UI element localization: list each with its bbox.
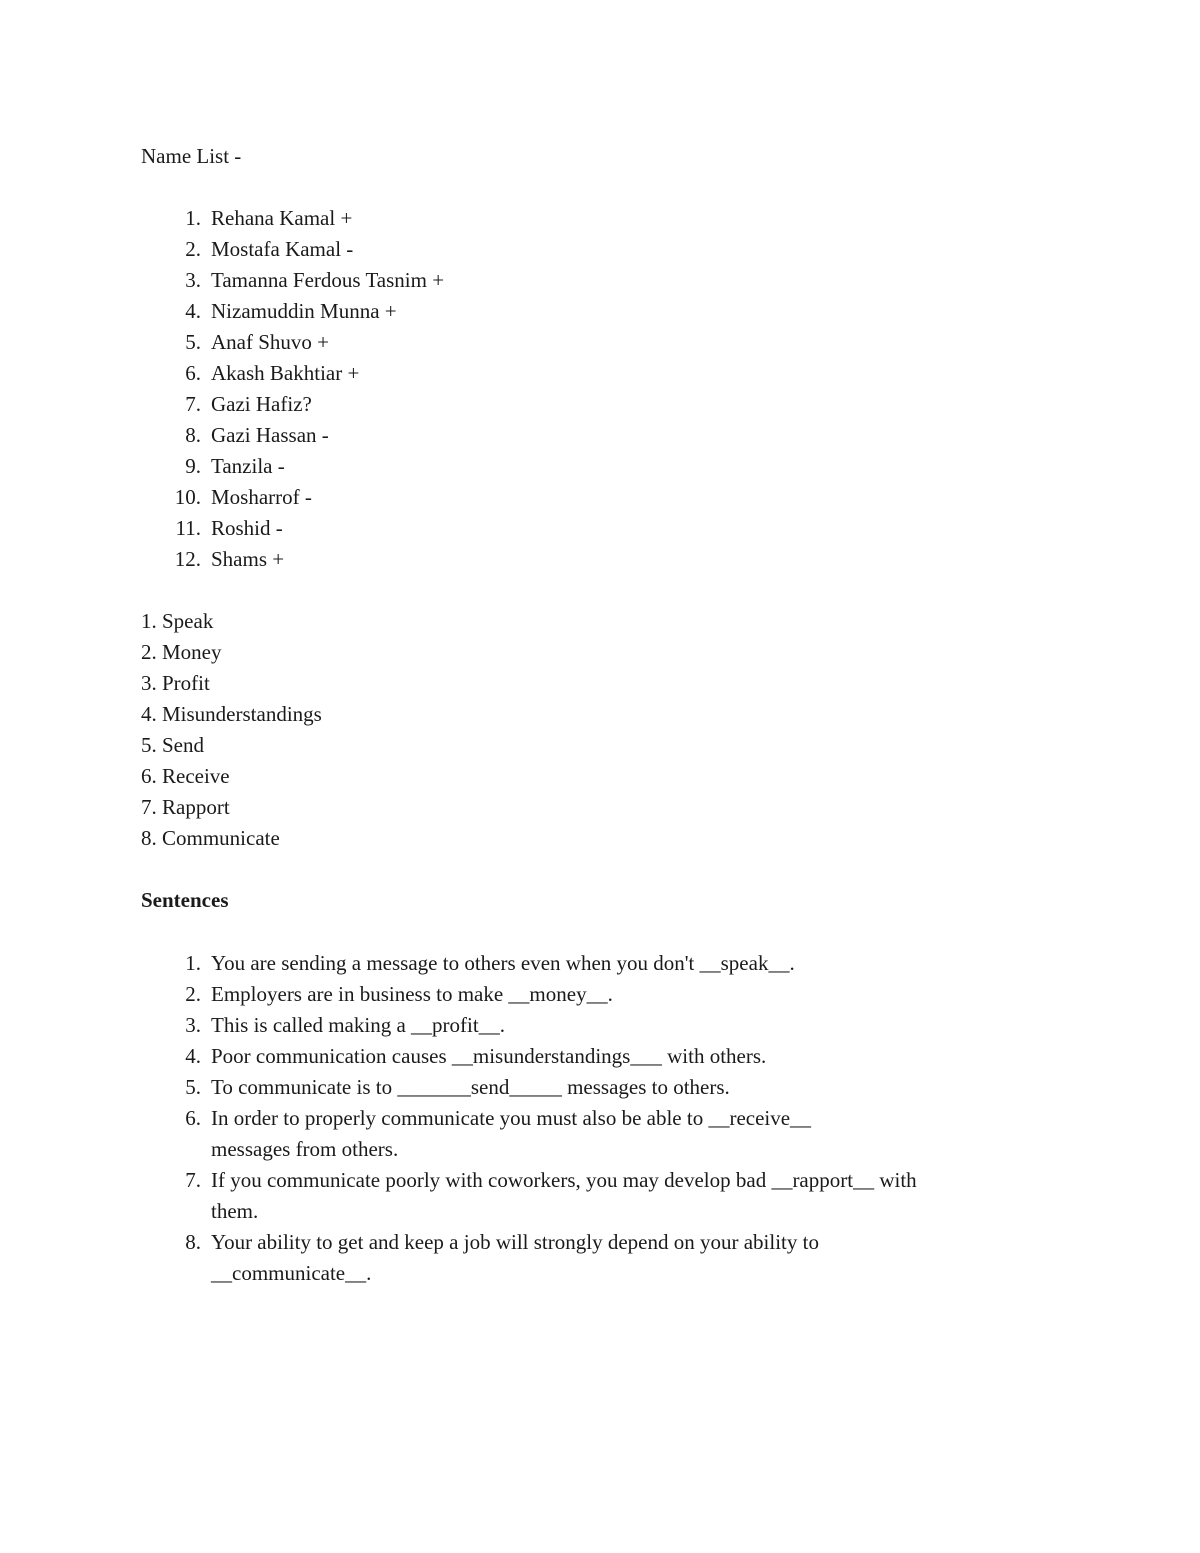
sentence-number: 6. (185, 1106, 201, 1130)
name-list-number: 3. (185, 268, 201, 292)
sentence-text: Employers are in business to make __money__. (211, 982, 613, 1006)
sentence-number: 4. (185, 1044, 201, 1068)
name-list-number: 7. (185, 392, 201, 416)
name-list-item: Tamanna Ferdous Tasnim + (211, 268, 445, 292)
word-list-item: 6. Receive (141, 764, 230, 788)
name-list-heading: Name List - (141, 144, 242, 168)
sentence-text: Poor communication causes __misunderstandings___ with others. (211, 1044, 767, 1068)
sentence-text-continuation: __communicate__. (211, 1261, 372, 1285)
sentence-number: 7. (185, 1168, 201, 1192)
name-list-item: Nizamuddin Munna + (211, 299, 397, 323)
name-list-item: Tanzila - (211, 454, 285, 478)
name-list-number: 1. (185, 206, 201, 230)
sentence-number: 5. (185, 1075, 201, 1099)
name-list-item: Mostafa Kamal - (211, 237, 354, 261)
name-list-number: 4. (185, 299, 201, 323)
name-list-item: Shams + (211, 547, 285, 571)
sentence-text: You are sending a message to others even when you don't __speak__. (211, 951, 795, 975)
word-list-item: 5. Send (141, 733, 204, 757)
word-list-item: 1. Speak (141, 609, 214, 633)
name-list-item: Gazi Hafiz? (211, 392, 312, 416)
name-list-item: Akash Bakhtiar + (211, 361, 360, 385)
sentence-number: 2. (185, 982, 201, 1006)
name-list-number: 10. (174, 485, 201, 509)
name-list-number: 5. (185, 330, 201, 354)
sentence-text-continuation: messages from others. (211, 1137, 399, 1161)
word-list-item: 8. Communicate (141, 826, 280, 850)
sentences-heading: Sentences (141, 888, 229, 912)
sentence-number: 1. (185, 951, 201, 975)
name-list-number: 12. (174, 547, 201, 571)
word-list-item: 7. Rapport (141, 795, 230, 819)
name-list-number: 2. (185, 237, 201, 261)
name-list-item: Gazi Hassan - (211, 423, 329, 447)
sentence-text-continuation: them. (211, 1199, 259, 1223)
sentence-text: If you communicate poorly with coworkers, you may develop bad __rapport__ with (211, 1168, 917, 1192)
sentence-text: Your ability to get and keep a job will strongly depend on your ability to (211, 1230, 819, 1254)
name-list-item: Anaf Shuvo + (211, 330, 330, 354)
name-list-number: 8. (185, 423, 201, 447)
name-list-item: Roshid - (211, 516, 283, 540)
word-list-item: 4. Misunderstandings (141, 702, 322, 726)
name-list-number: 11. (175, 516, 201, 540)
name-list-item: Mosharrof - (211, 485, 312, 509)
name-list-item: Rehana Kamal + (211, 206, 353, 230)
sentence-number: 8. (185, 1230, 201, 1254)
name-list-number: 9. (185, 454, 201, 478)
word-list-item: 2. Money (141, 640, 222, 664)
name-list-number: 6. (185, 361, 201, 385)
sentence-text: To communicate is to _______send_____ messages to others. (211, 1075, 730, 1099)
sentence-text: This is called making a __profit__. (211, 1013, 505, 1037)
sentence-number: 3. (185, 1013, 201, 1037)
sentence-text: In order to properly communicate you must also be able to __receive__ (211, 1106, 812, 1130)
word-list-item: 3. Profit (141, 671, 210, 695)
